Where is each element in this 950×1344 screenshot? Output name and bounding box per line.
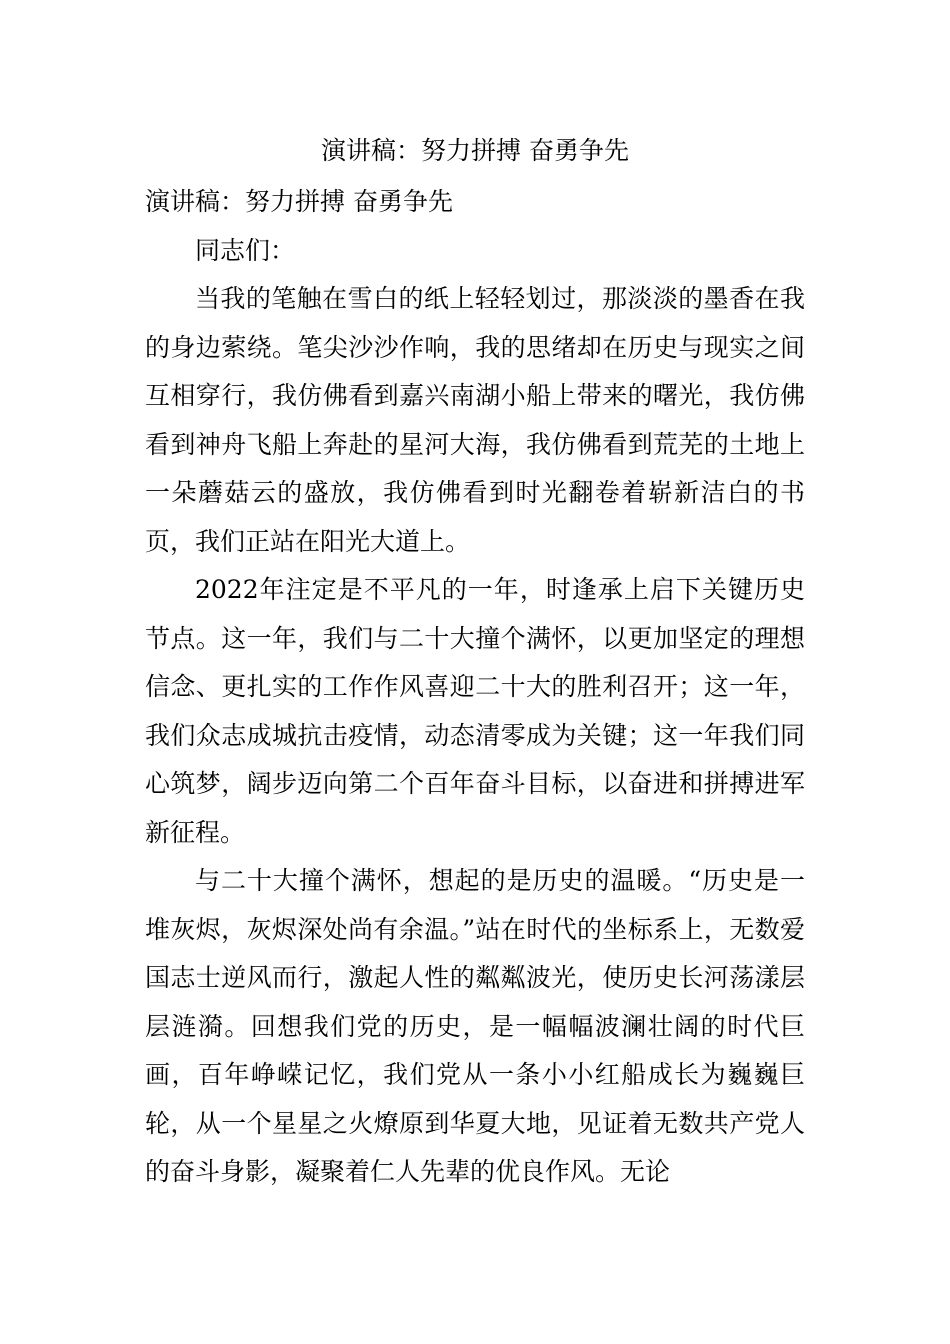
paragraph-1: 当我的笔触在雪白的纸上轻轻划过，那淡淡的墨香在我的身边萦绕。笔尖沙沙作响，我的思绪却在历史与现实之间互相穿行，我仿佛看到嘉兴南湖小船上带来的曙光，我仿佛看到神舟飞船上奔赴的星河大海，我仿佛看到荒芜的土地上一朵蘑菇云的盛放，我仿佛看到时光翻卷着崭新洁白的书页，我们正站在阳光大道上。	[145, 284, 805, 556]
paragraph-3: 与二十大撞个满怀，想起的是历史的温暖。“历史是一堆灰烬，灰烬深处尚有余温。”站在时代的坐标系上，无数爱国志士逆风而行，激起人性的粼粼波光，使历史长河荡漾层层涟漪。回想我们党的历史，是一幅幅波澜壮阔的时代巨画，百年峥嵘记忆，我们党从一条小小红船成长为巍巍巨轮，从一个星星之火燎原到华夏大地，见证着无数共产党人的奋斗身影，凝聚着仁人先辈的优良作风。无论	[145, 866, 805, 1186]
document-subtitle: 演讲稿：努力拼搏 奋勇争先	[145, 187, 453, 216]
document-body	[145, 178, 805, 1197]
salutation: 同志们：	[195, 235, 296, 265]
paragraph-2: 2022年注定是不平凡的一年，时逢承上启下关键历史节点。这一年，我们与二十大撞个满怀，以更加坚定的理想信念、更扎实的工作作风喜迎二十大的胜利召开；这一年，我们众志成城抗击疫情，动态清零成为关键；这一年我们同心筑梦，阔步迈向第二个百年奋斗目标，以奋进和拼搏进军新征程。	[145, 575, 805, 847]
document-title: 演讲稿：努力拼搏 奋勇争先	[321, 136, 629, 165]
